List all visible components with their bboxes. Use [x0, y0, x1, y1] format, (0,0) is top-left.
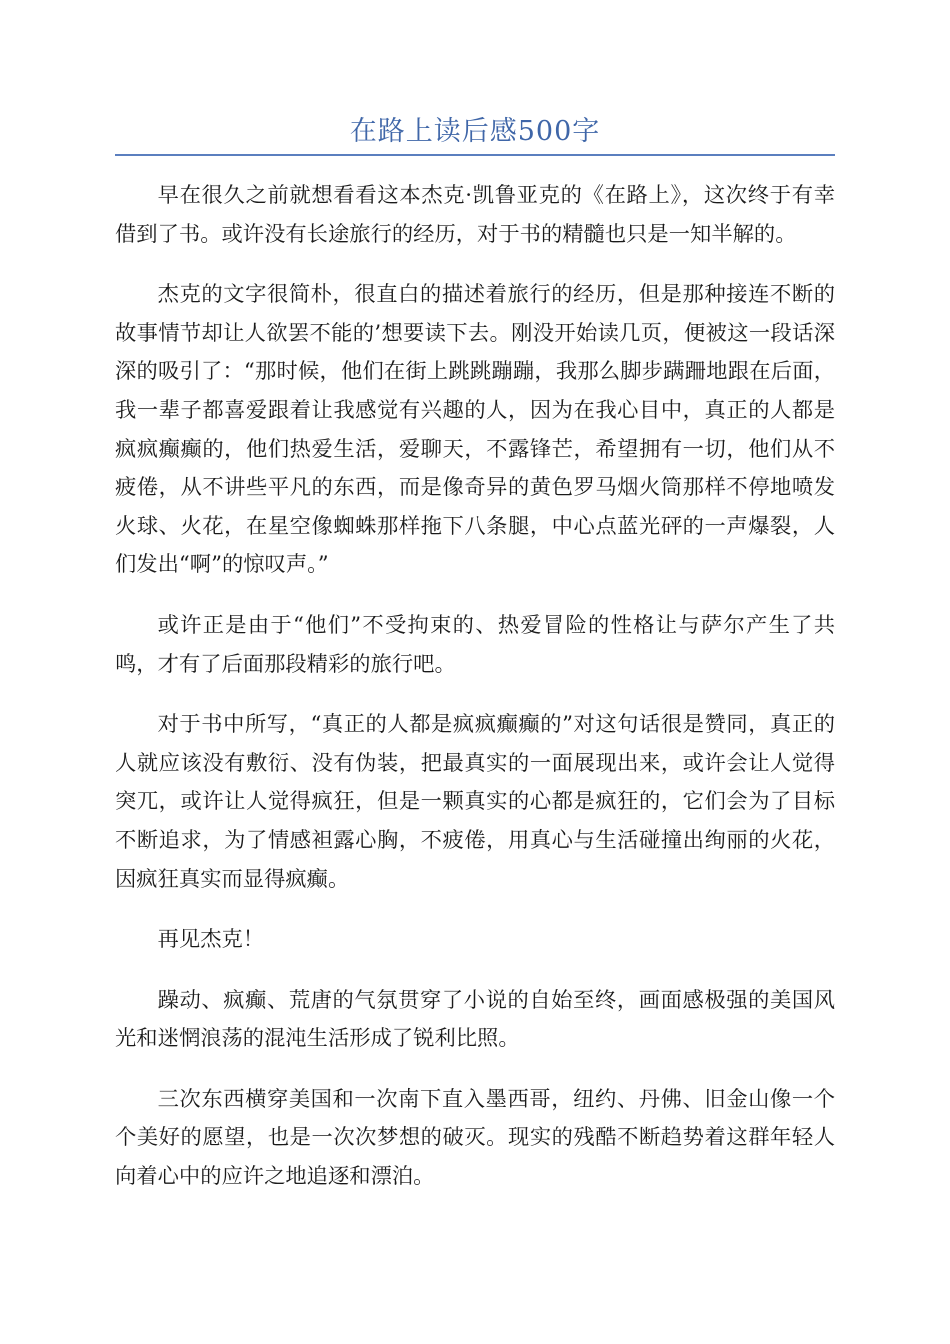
paragraph-7: 三次东西横穿美国和一次南下直入墨西哥，纽约、丹佛、旧金山像一个个美好的愿望，也是一次次梦想的破灭。现实的残酷不断趋势着这群年轻人向着心中的应许之地追逐和漂泊。 — [115, 1086, 835, 1190]
paragraph-5: 再见杰克！ — [157, 927, 265, 953]
title-underline — [115, 154, 835, 156]
document-body — [115, 177, 835, 1219]
paragraph-2: 杰克的文字很简朴，很直白的描述着旅行的经历，但是那种接连不断的故事情节却让人欲罢不能的’想要读下去。刚没开始读几页，便被这一段话深深的吸引了：“那时候，他们在街上跳跳蹦蹦，我那么脚步蹒跚地跟在后面，我一辈子都喜爱跟着让我感觉有兴趣的人，因为在我心目中，真正的人都是疯疯癫癫的，他们热爱生活，爱聊天，不露锋芒，希望拥有一切，他们从不疲倦，从不讲些平凡的东西，而是像奇异的黄色罗马烟火筒那样不停地喷发火球、火花，在星空像蜘蛛那样拖下八条腿，中心点蓝光砰的一声爆裂，人们发出“啊”的惊叹声。” — [115, 282, 835, 578]
paragraph-1: 早在很久之前就想看看这本杰克·凯鲁亚克的《在路上》，这次终于有幸借到了书。或许没有长途旅行的经历，对于书的精髓也只是一知半解的。 — [115, 183, 835, 247]
paragraph-3: 或许正是由于“他们”不受拘束的、热爱冒险的性格让与萨尔产生了共鸣，才有了后面那段精彩的旅行吧。 — [115, 612, 835, 677]
paragraph-6: 躁动、疯癫、荒唐的气氛贯穿了小说的自始至终，画面感极强的美国风光和迷惘浪荡的混沌生活形成了锐利比照。 — [115, 987, 835, 1052]
paragraph-4: 对于书中所写，“真正的人都是疯疯癫癫的”对这句话很是赞同，真正的人就应该没有敷衍、没有伪装，把最真实的一面展现出来，或许会让人觉得突兀，或许让人觉得疯狂，但是一颗真实的心都是疯狂的，它们会为了目标不断追求，为了情感袒露心胸，不疲倦，用真心与生活碰撞出绚丽的火花，因疯狂真实而显得疯癫。 — [115, 712, 835, 892]
page-title: 在路上读后感500字 — [349, 116, 601, 147]
